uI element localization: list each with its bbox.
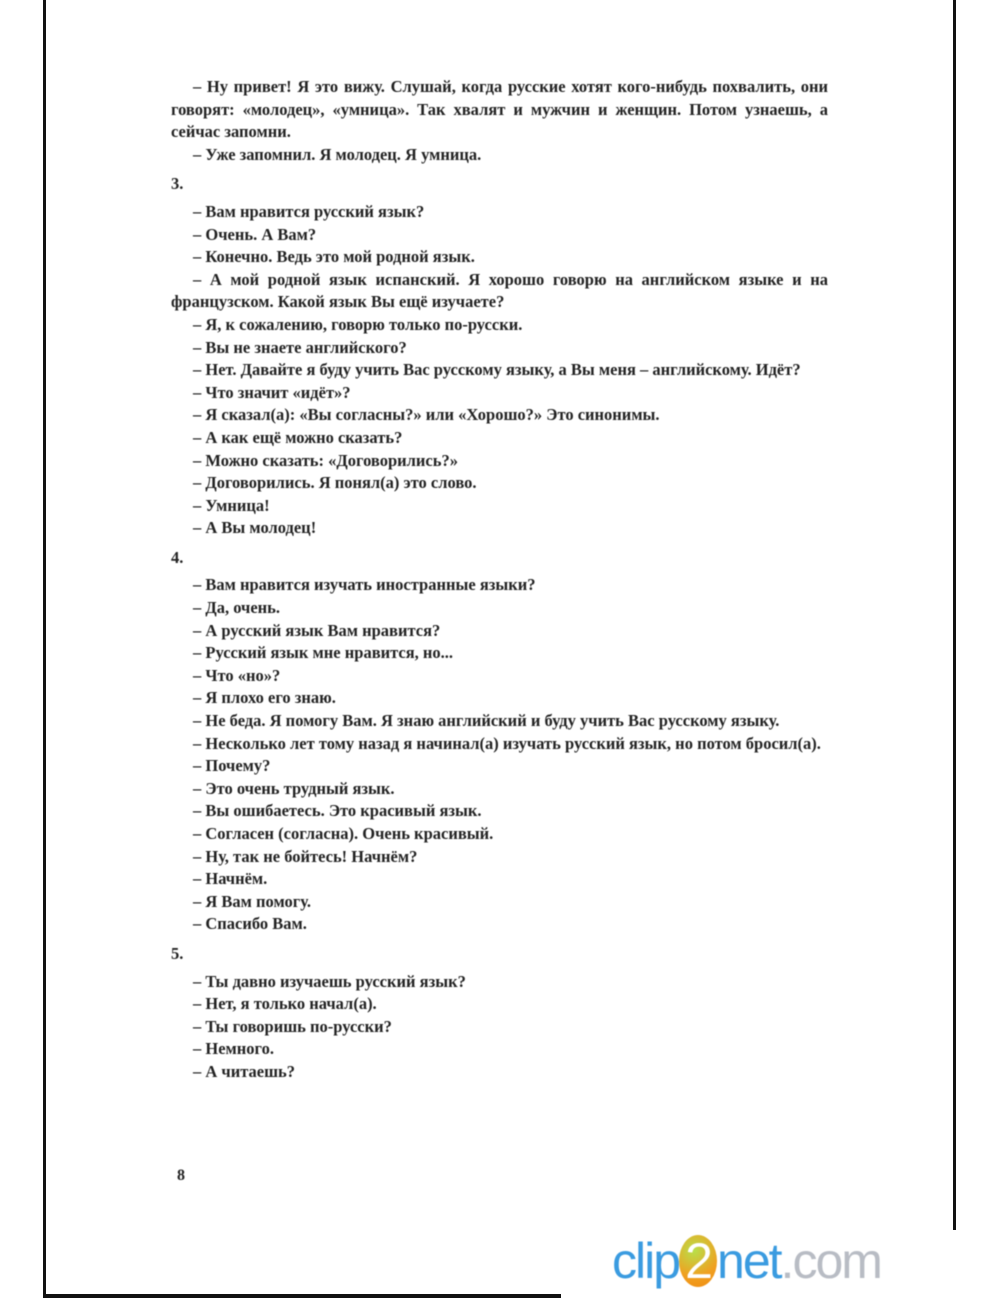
dialogue-line: – Не беда. Я помогу Вам. Я знаю английский и буду учить Вас русскому языку. bbox=[193, 711, 780, 731]
section-number: 5. bbox=[171, 943, 184, 963]
dialogue-line: – Нет, я только начал(а). bbox=[193, 994, 377, 1014]
dialogue-line: – Я плохо его знаю. bbox=[193, 688, 336, 708]
dialogue-line: – Можно сказать: «Договорились?» bbox=[193, 450, 458, 470]
page-border-left bbox=[43, 0, 46, 1298]
clip2net-watermark-logo bbox=[612, 1232, 881, 1290]
section-number: 4. bbox=[171, 547, 184, 567]
dialogue-line: – Спасибо Вам. bbox=[193, 914, 307, 934]
dialogue-line: – Вы не знаете английского? bbox=[193, 337, 407, 357]
page-number: 8 bbox=[177, 1167, 185, 1184]
dialogue-line: – А мой родной язык испанский. Я хорошо говорю на английском языке и на французском. Какой язык Вы ещё изучаете? bbox=[171, 269, 828, 312]
dialogue-line: – Что значит «идёт»? bbox=[193, 382, 351, 402]
dialogue-line: – Вам нравится изучать иностранные языки? bbox=[193, 575, 536, 595]
dialogue-line: – Что «но»? bbox=[193, 665, 281, 685]
document-text bbox=[171, 76, 828, 1084]
dialogue-line: – Договорились. Я понял(а) это слово. bbox=[193, 473, 477, 493]
paragraph: – Уже запомнил. Я молодец. Я умница. bbox=[193, 144, 482, 164]
dialogue-line: – А читаешь? bbox=[193, 1061, 296, 1081]
logo-two-badge: 2 bbox=[679, 1235, 717, 1287]
paragraph: – Ну привет! Я это вижу. Слушай, когда русские хотят кого-нибудь похвалить, они говорят: «молодец», «умница». Так хвалят и мужчин и женщин. Потом узнаешь, а сейчас запомни. bbox=[171, 77, 828, 142]
section-number: 3. bbox=[171, 174, 184, 194]
dialogue-line: – Русский язык мне нравится, но... bbox=[193, 643, 454, 663]
dialogue-line: – Несколько лет тому назад я начинал(а) изучать русский язык, но потом бросил(а). bbox=[193, 733, 821, 753]
dialogue-line: – Очень. А Вам? bbox=[193, 224, 317, 244]
dialogue-line: – А как ещё можно сказать? bbox=[193, 427, 403, 447]
dialogue-line: – Ты говоришь по-русски? bbox=[193, 1016, 392, 1036]
logo-domain: .com bbox=[780, 1233, 881, 1289]
dialogue-line: – Да, очень. bbox=[193, 598, 281, 618]
dialogue-line: – Я, к сожалению, говорю только по-русски. bbox=[193, 314, 523, 334]
dialogue-line: – Конечно. Ведь это мой родной язык. bbox=[193, 247, 475, 267]
dialogue-line: – Немного. bbox=[193, 1039, 274, 1059]
dialogue-line: – А Вы молодец! bbox=[193, 518, 317, 538]
dialogue-line: – Ну, так не бойтесь! Начнём? bbox=[193, 846, 418, 866]
dialogue-line: – Почему? bbox=[193, 756, 271, 776]
dialogue-line: – Начнём. bbox=[193, 869, 268, 889]
dialogue-line: – Вам нравится русский язык? bbox=[193, 201, 425, 221]
dialogue-line: – Нет. Давайте я буду учить Вас русскому языку, а Вы меня – английскому. Идёт? bbox=[193, 360, 801, 380]
dialogue-line: – Согласен (согласна). Очень красивый. bbox=[193, 824, 494, 843]
dialogue-line: – Я сказал(а): «Вы согласны?» или «Хорошо?» Это синонимы. bbox=[193, 405, 660, 425]
dialogue-line: – Это очень трудный язык. bbox=[193, 778, 395, 798]
logo-text: clip bbox=[612, 1233, 680, 1289]
dialogue-line: – Вы ошибаетесь. Это красивый язык. bbox=[193, 801, 482, 821]
dialogue-line: – Ты давно изучаешь русский язык? bbox=[193, 971, 466, 991]
page-border-right bbox=[953, 0, 956, 1230]
dialogue-line: – А русский язык Вам нравится? bbox=[193, 620, 441, 640]
dialogue-line: – Умница! bbox=[193, 495, 270, 515]
logo-text: net bbox=[717, 1233, 781, 1289]
dialogue-line: – Я Вам помогу. bbox=[193, 891, 311, 911]
page-border-bottom bbox=[43, 1294, 561, 1298]
